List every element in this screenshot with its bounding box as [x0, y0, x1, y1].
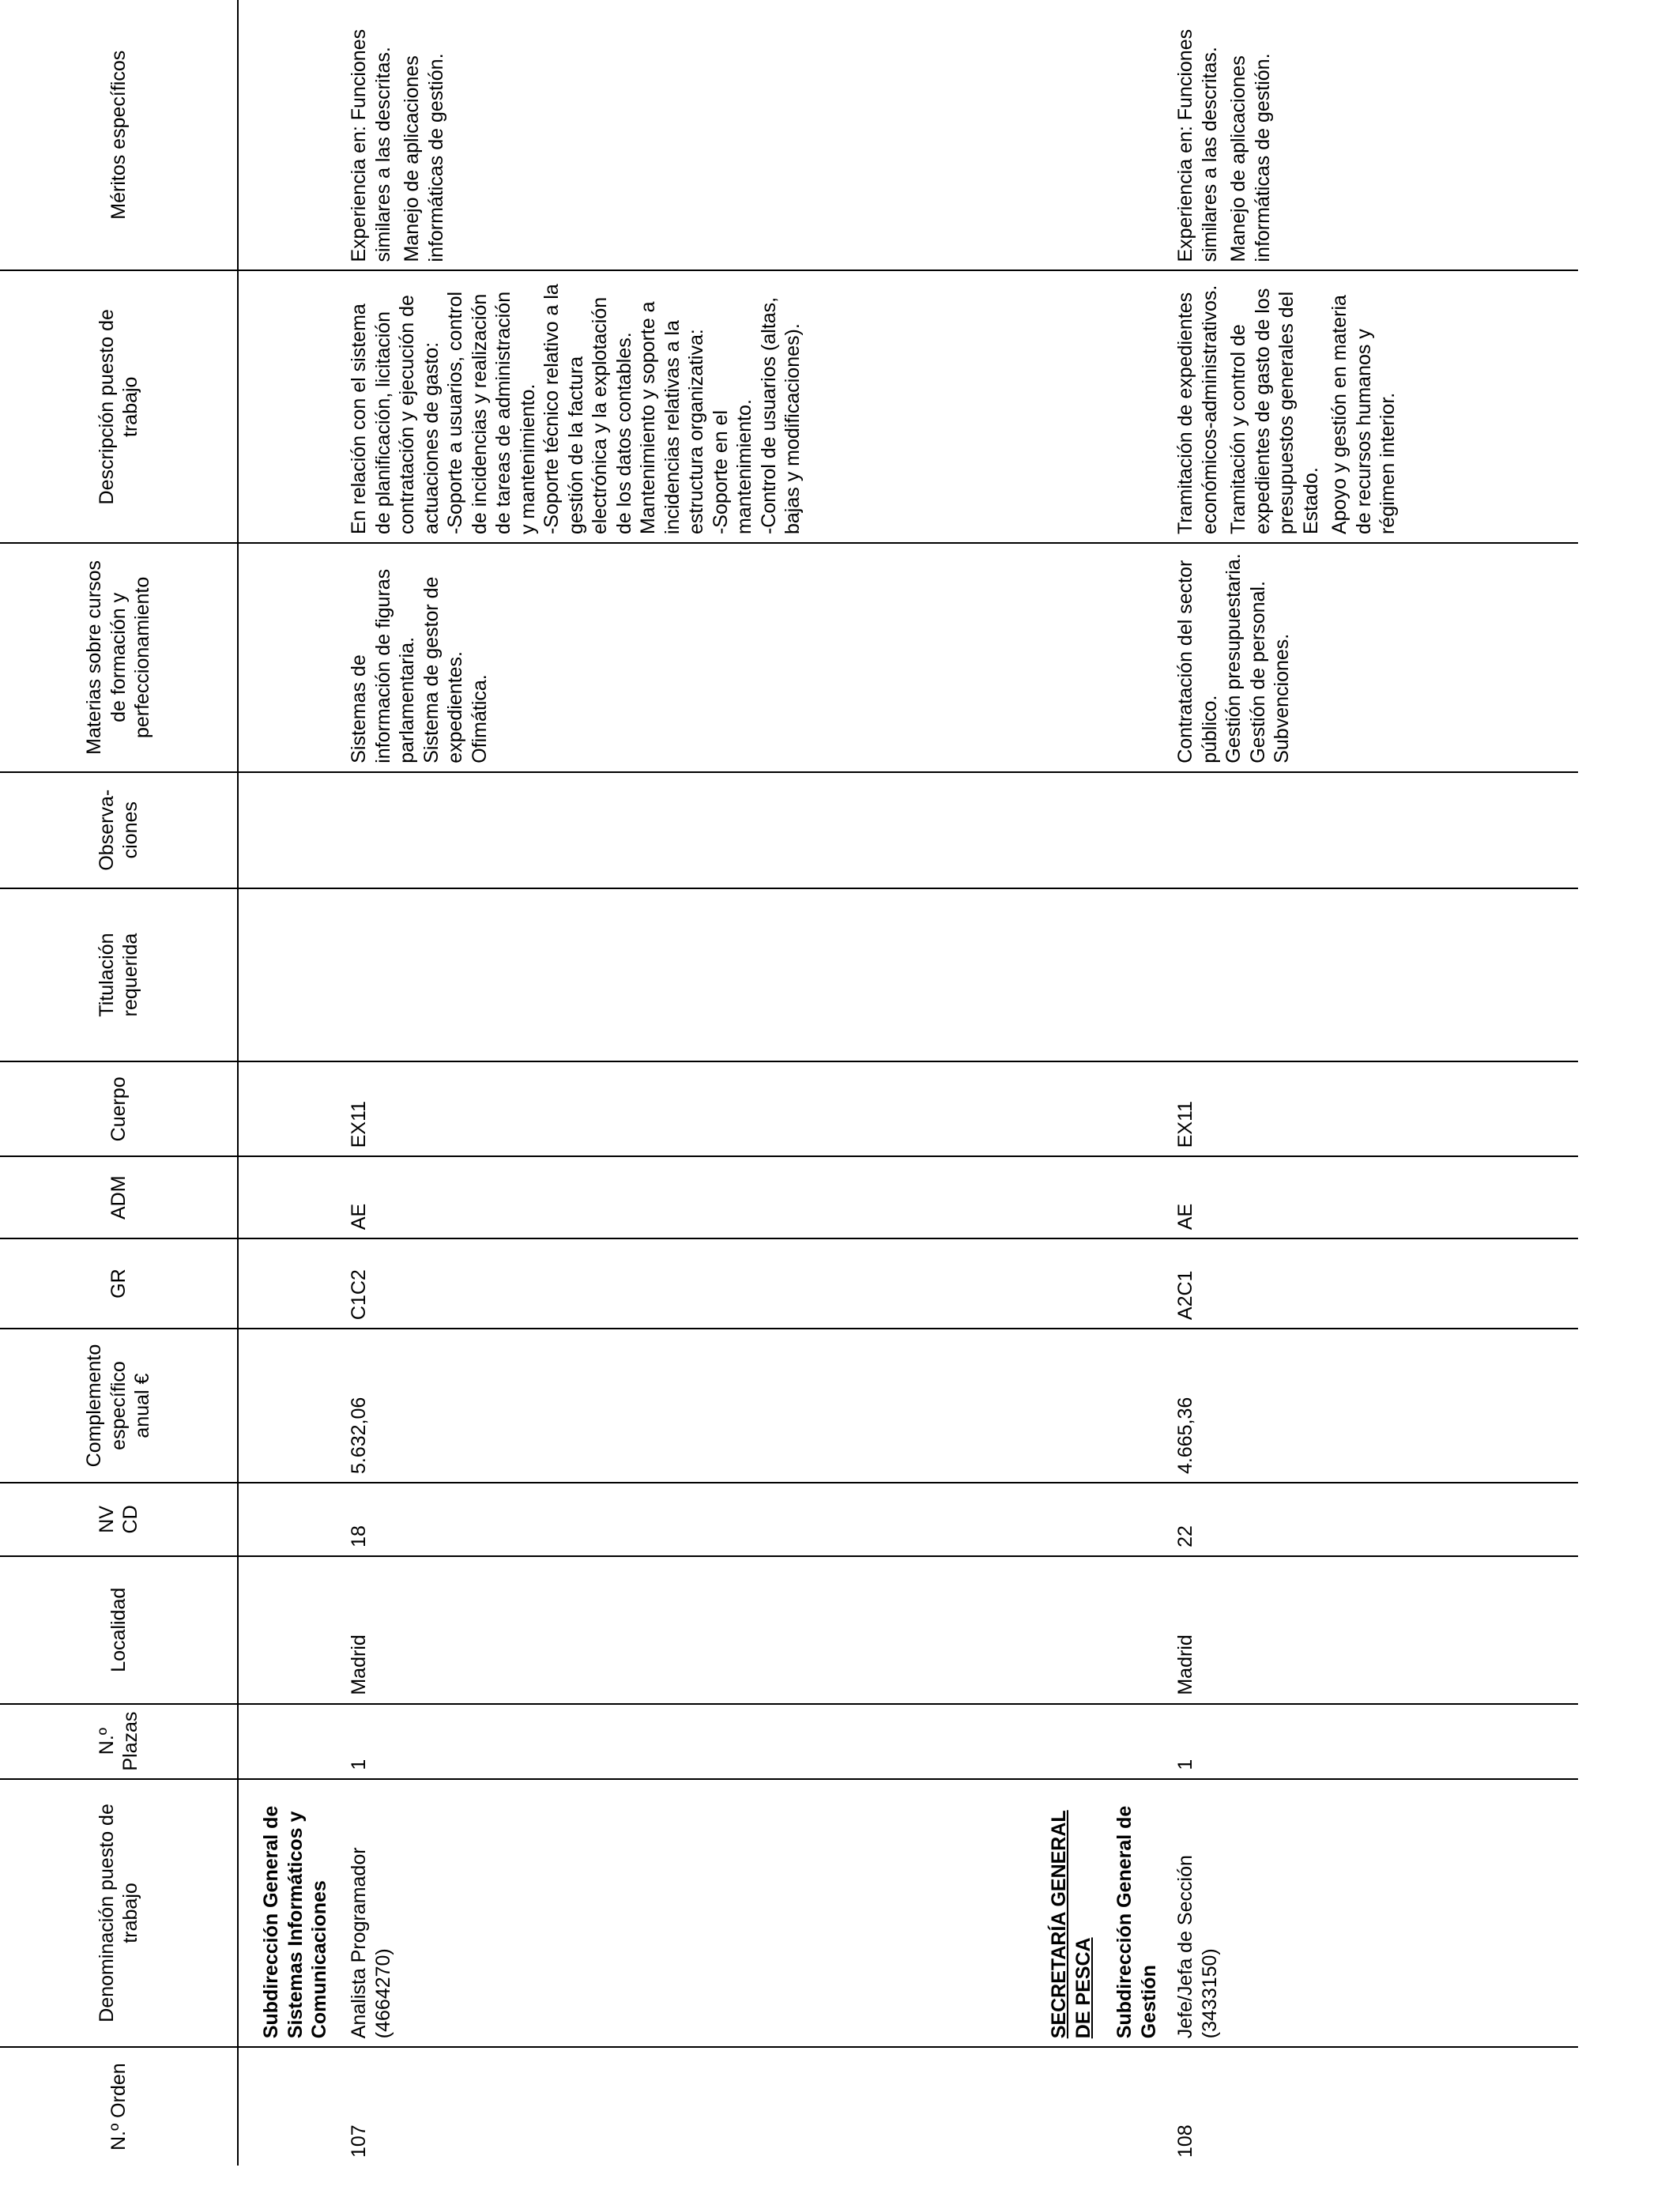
- nivel-107: 18: [341, 1483, 1036, 1556]
- secretaria-pesca-label: SECRETARÍA GENERAL DE PESCA: [1048, 1810, 1094, 2039]
- header-localidad: Localidad: [0, 1556, 238, 1704]
- materias-107: [341, 543, 1036, 772]
- header-cuerpo: Cuerpo: [0, 1061, 238, 1156]
- materias-107-item: Sistema de gestor de expedientes.: [420, 576, 466, 763]
- denominacion-107: Analista Programador (4664270): [341, 1779, 1036, 2048]
- section-pesca: [1036, 1779, 1167, 2048]
- localidad-108: Madrid: [1167, 1556, 1578, 1704]
- descripcion-107-item: Mantenimiento y soporte a incidencias relativas a la estructura organizativa:: [637, 301, 707, 535]
- descripcion-107-item: -Soporte técnico relativo a la gestión de la factura electrónica y la explotación de los datos contables.: [541, 284, 635, 535]
- header-descripcion: Descripción puesto de trabajo: [0, 271, 238, 544]
- descripcion-107: [341, 271, 1036, 544]
- descripcion-107-item: -Control de usuarios (altas, bajas y modificaciones).: [757, 296, 804, 535]
- adm-108: AE: [1167, 1156, 1578, 1238]
- descripcion-108: [1167, 271, 1578, 544]
- meritos-107-item: Manejo de aplicaciones informáticas de gestión.: [401, 53, 447, 262]
- header-denominacion: Denominación puesto de trabajo: [0, 1779, 238, 2048]
- cuerpo-108: EX11: [1167, 1061, 1578, 1156]
- materias-108-item: Subvenciones.: [1271, 633, 1293, 763]
- orden-107: 107: [348, 2124, 370, 2158]
- table-row-108: [1167, 0, 1578, 2166]
- header-observaciones: Observa-ciones: [0, 772, 238, 888]
- orden-108: 108: [1174, 2124, 1196, 2158]
- header-titulacion: Titulación requerida: [0, 888, 238, 1062]
- cuerpo-107: EX11: [341, 1061, 1036, 1156]
- observaciones-107: [341, 772, 1036, 888]
- grupo-107: C1C2: [341, 1238, 1036, 1329]
- descripcion-108-item: Tramitación y control de expedientes de gasto de los presupuestos generales del Estado.: [1227, 288, 1322, 535]
- meritos-108: [1167, 0, 1578, 271]
- descripcion-107-item: -Soporte a usuarios, control de incidencias y realización de tareas de administración y mantenimiento.: [444, 291, 539, 535]
- header-row: [0, 0, 238, 2166]
- materias-107-item: Sistemas de información de figuras parlamentaria.: [348, 568, 418, 763]
- materias-108-item: Contratación del sector público.: [1174, 560, 1221, 763]
- plazas-107: 1: [341, 1704, 1036, 1779]
- grupo-108: A2C1: [1167, 1238, 1578, 1329]
- materias-108: [1167, 543, 1578, 772]
- materias-108-item: Gestión de personal.: [1246, 581, 1269, 763]
- descripcion-107-item: En relación con el sistema de planificación, licitación contratación y ejecución de actuaciones de gasto:: [348, 295, 443, 535]
- titulacion-107: [341, 888, 1036, 1062]
- complemento-108: 4.665,36: [1167, 1329, 1578, 1483]
- header-orden: N.º Orden: [0, 2047, 238, 2166]
- meritos-107: [341, 0, 1036, 271]
- table-row-107: [341, 0, 1036, 2166]
- section-row-sistemas: [238, 0, 341, 2166]
- header-materias: Materias sobre cursos de formación y perfeccionamiento: [0, 543, 238, 772]
- materias-107-item: Ofimática.: [468, 674, 491, 763]
- meritos-108-item: Experiencia en: Funciones similares a las descritas.: [1174, 28, 1221, 262]
- header-adm: ADM: [0, 1156, 238, 1238]
- complemento-107: 5.632,06: [341, 1329, 1036, 1483]
- header-grupo: GR: [0, 1238, 238, 1329]
- header-nivel: NV CD: [0, 1483, 238, 1556]
- plazas-108: 1: [1167, 1704, 1578, 1779]
- meritos-108-item: Manejo de aplicaciones informáticas de gestión.: [1227, 53, 1274, 262]
- descripcion-108-item: Apoyo y gestión en materia de recursos humanos y régimen interior.: [1328, 295, 1399, 535]
- subdireccion-sistemas-label: Subdirección General de Sistemas Informáticos y Comunicaciones: [238, 1779, 341, 2048]
- titulacion-108: [1167, 888, 1578, 1062]
- descripcion-107-item: -Soporte en el mantenimiento.: [709, 399, 755, 535]
- localidad-107: Madrid: [341, 1556, 1036, 1704]
- header-complemento: Complemento específico anual €: [0, 1329, 238, 1483]
- meritos-107-item: Experiencia en: Funciones similares a las descritas.: [348, 28, 394, 262]
- subdireccion-gestion-label: Subdirección General de Gestión: [1113, 1805, 1160, 2039]
- header-meritos: Méritos específicos: [0, 0, 238, 271]
- nivel-108: 22: [1167, 1483, 1578, 1556]
- section-row-pesca: [1036, 0, 1167, 2166]
- adm-107: AE: [341, 1156, 1036, 1238]
- observaciones-108: [1167, 772, 1578, 888]
- descripcion-108-item: Tramitación de expedientes económicos-administrativos.: [1174, 285, 1221, 535]
- denominacion-108: Jefe/Jefa de Sección (3433150): [1167, 1779, 1578, 2048]
- header-plazas: N.º Plazas: [0, 1704, 238, 1779]
- materias-108-item: Gestión presupuestaria.: [1222, 553, 1245, 763]
